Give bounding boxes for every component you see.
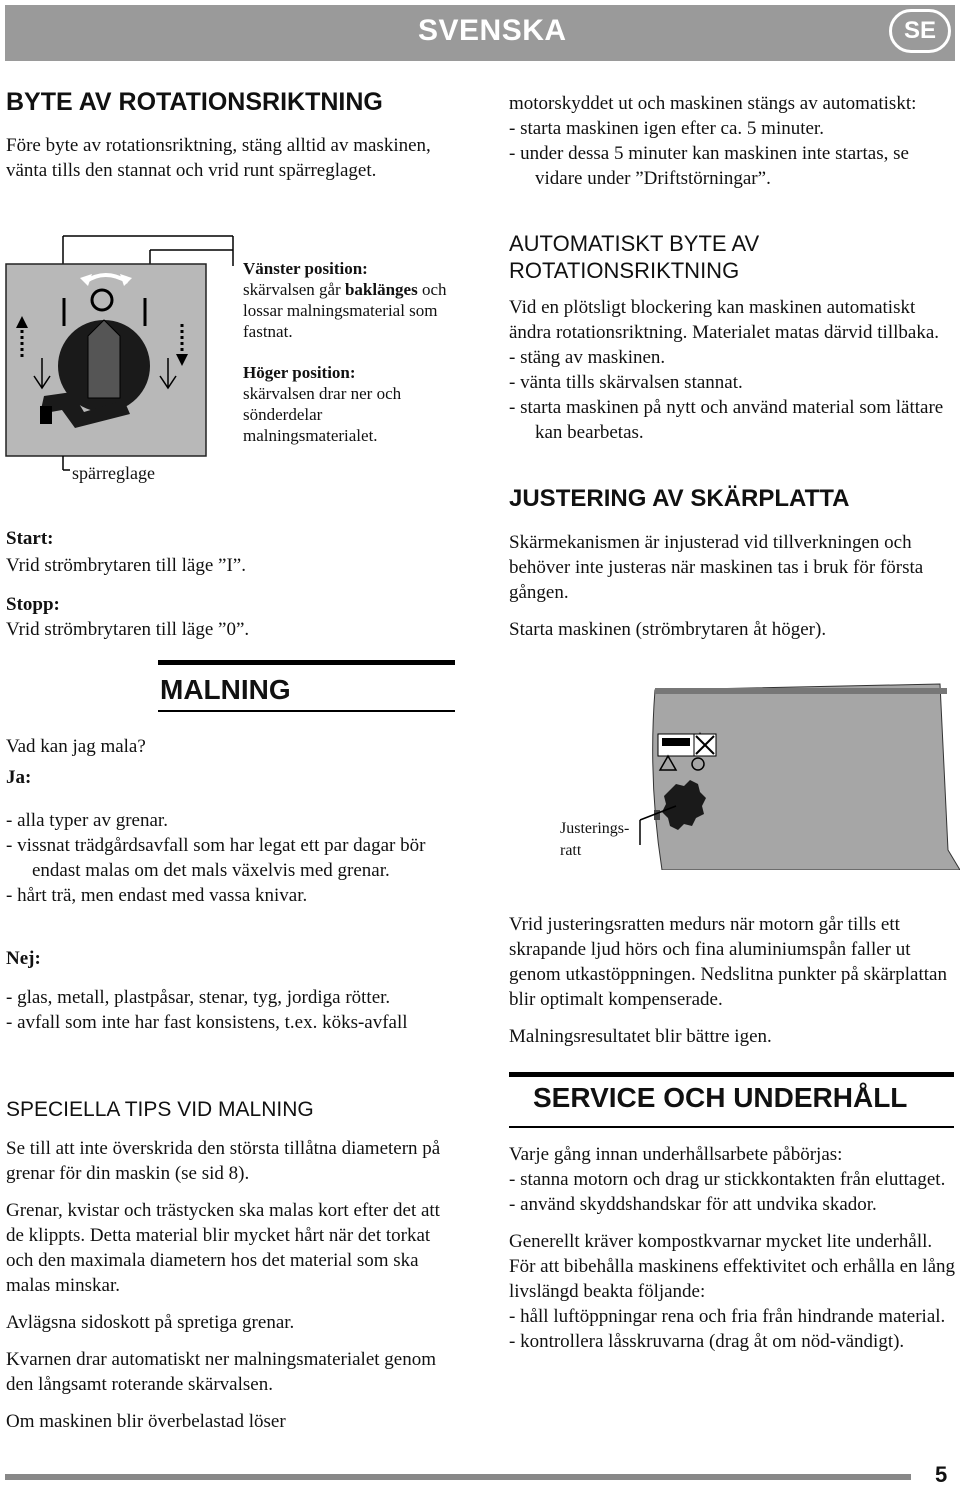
nej-list [6,985,446,1035]
tips-paragraph: Se till att inte överskrida den största tillåtna diametern på grenar för din maskin (se sid 8). [6,1138,441,1184]
language-title: SVENSKA [418,14,567,47]
service-text: Generellt kräver kompostkvarnar mycket lite underhåll. För att bibehålla maskinens effektivitet och erhålla en lång livslängd beakta följande: [509,1231,955,1302]
rotation-heading: BYTE AV ROTATIONSRIKTNING [6,88,383,116]
nej-item: - avfall som inte har fast konsistens, t.ex. köks-avfall [6,1012,408,1033]
continuation-text: motorskyddet ut och maskinen stängs av automatiskt: [509,93,917,114]
service-top-rule [509,1072,954,1077]
knob-label-line-1: Justerings- [560,820,630,837]
question-text: Vad kan jag mala? [6,736,146,757]
service-item-2: - håll luftöppningar rena och fria från hindrande material. [509,1306,946,1327]
malning-heading: MALNING [160,674,291,705]
knob-label [560,818,629,862]
left-position-desc-2: och lossar malningsmaterial som fastnat. [243,280,447,341]
left-position-desc-1: skärvalsen går [243,280,345,299]
justering-instructions [509,912,959,1049]
right-position-desc: skärvalsen drar ner och sönderdelar malningsmaterialet. [243,384,402,445]
left-position-bold: baklänges [344,280,418,299]
right-position-text [243,362,458,446]
ja-item: - alla typer av grenar. [6,810,168,831]
footer-rule [5,1474,911,1480]
nej-label: Nej: [6,948,41,969]
right-position-title: Höger position: [243,363,356,382]
justering-text-3: Vrid justeringsratten medurs när motorn går tills ett skrapande ljud hörs och fina aluminiumspån faller ut genom utkastöppningen. Nedslitna punkter på skärplattan blir optimalt kompenserade. [509,914,947,1010]
justering-heading: JUSTERING AV SKÄRPLATTA [509,485,850,512]
left-position-title: Vänster position: [243,259,368,278]
tips-paragraph: Grenar, kvistar och trästycken ska malas kort efter det att de klippts. Detta material blir mycket hårt när det torkat och den maximala diametern hos det material som ska malas minskar. [6,1200,440,1296]
language-badge: SE [889,9,951,53]
auto-item: - starta maskinen på nytt och använd material som lättare kan bearbetas. [509,397,944,443]
tips-heading: SPECIELLA TIPS VID MALNING [6,1098,314,1121]
tips-paragraph: Avlägsna sidoskott på spretiga grenar. [6,1312,295,1333]
malning-top-rule [158,660,455,665]
service-bottom-rule [509,1126,954,1128]
auto-block [509,295,954,445]
justering-text-4: Malningsresultatet blir bättre igen. [509,1026,772,1047]
justering-text-2: Starta maskinen (strömbrytaren åt höger). [509,619,827,640]
ja-list [6,808,446,908]
nej-item: - glas, metall, plastpåsar, stenar, tyg, jordiga rötter. [6,987,391,1008]
switch-label: spärreglage [72,463,155,483]
justering-text-1: Skärmekanismen är injusterad vid tillverkningen och behöver inte justeras när maskinen tas i bruk för första gången. [509,532,924,603]
ja-label: Ja: [6,767,32,788]
knob-label-line-2: ratt [560,842,582,859]
start-label: Start: [6,528,54,549]
page-number: 5 [935,1462,948,1487]
continuation-item: - under dessa 5 minuter kan maskinen inte startas, se vidare under ”Driftstörningar”. [509,143,909,189]
service-item: - använd skyddshandskar för att undvika skador. [509,1194,877,1215]
service-block [509,1142,959,1354]
continuation-block [509,91,949,191]
justering-intro [509,530,954,642]
service-intro: Varje gång innan underhållsarbete påbörjas: [509,1144,843,1165]
auto-item: - stäng av maskinen. [509,347,666,368]
rotation-intro: Före byte av rotationsriktning, stäng alltid av maskinen, vänta tills den stannat och vrid runt spärreglaget. [6,135,431,181]
service-item-2: - kontrollera låsskruvarna (drag åt om nöd-vändigt). [509,1331,905,1352]
service-item: - stanna motorn och drag ur stickkontakten från eluttaget. [509,1169,946,1190]
auto-item: - vänta tills skärvalsen stannat. [509,372,743,393]
tips-body [6,1136,458,1434]
service-heading: SERVICE OCH UNDERHÅLL [533,1082,908,1113]
start-text: Vrid strömbrytaren till läge ”I”. [6,555,246,576]
stop-label: Stopp: [6,594,60,615]
tips-paragraph: Kvarnen drar automatiskt ner malningsmaterialet genom den långsamt roterande skärvalsen. [6,1349,436,1395]
ja-item: - hårt trä, men endast med vassa knivar. [6,885,308,906]
auto-text: Vid en plötsligt blockering kan maskinen automatiskt ändra rotationsriktning. Materialet matas därvid tillbaka. [509,297,940,343]
switch-diagram [0,228,240,488]
ja-item: - vissnat trädgårdsavfall som har legat ett par dagar bör endast malas om det mals växelvis med grenar. [6,835,426,881]
tips-paragraph: Om maskinen blir överbelastad löser [6,1411,286,1432]
malning-bottom-rule [158,710,455,712]
continuation-item: - starta maskinen igen efter ca. 5 minuter. [509,118,824,139]
auto-heading: AUTOMATISKT BYTE AV ROTATIONSRIKTNING [509,231,760,283]
stop-text: Vrid strömbrytaren till läge ”0”. [6,619,250,640]
left-position-text [243,258,458,342]
